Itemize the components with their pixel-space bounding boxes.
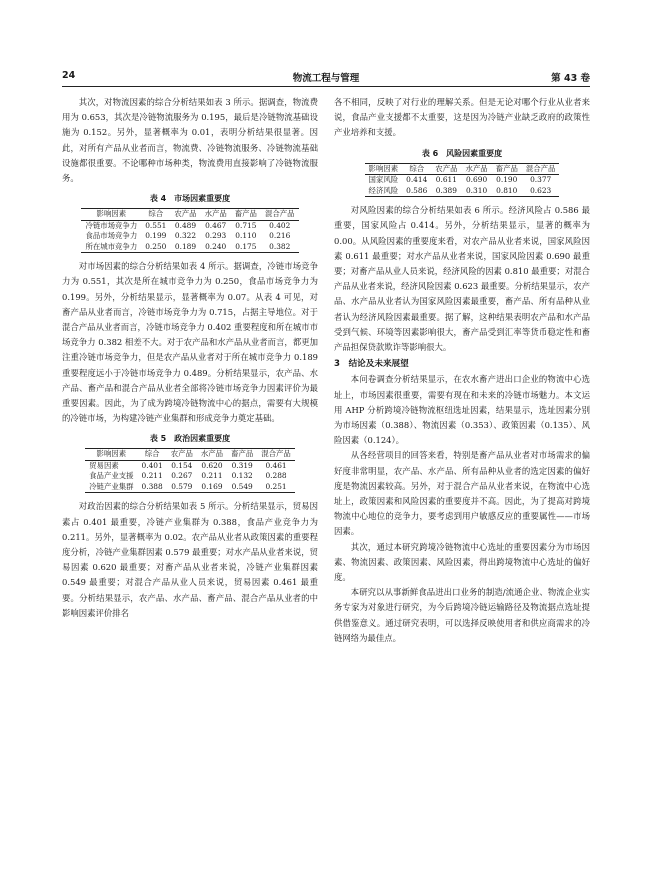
page-number: 24	[62, 70, 76, 81]
table-cell: 0.251	[257, 482, 295, 493]
table-cell: 0.322	[174, 231, 197, 241]
table-cell: 0.579	[167, 482, 197, 493]
table-cell: 0.377	[530, 175, 552, 185]
table-cell: 食品产业支援	[89, 471, 134, 481]
table-header-cell: 综合	[141, 209, 170, 221]
table-cell: 所在城市竞争力	[81, 242, 141, 253]
table-header-cell: 混合产品	[522, 163, 560, 175]
table-cell: 0.240	[201, 242, 231, 253]
table-cell: 0.690	[465, 175, 488, 185]
running-header	[62, 70, 590, 84]
table4-market-factors	[81, 208, 298, 253]
table-cell: 0.189	[170, 242, 200, 253]
table-cell: 0.810	[492, 186, 522, 197]
table-cell: 冷链产业集群	[85, 482, 137, 493]
table-cell: 0.267	[171, 471, 193, 481]
paragraph-policy-continued: 各不相同，反映了对行业的理解关系。但是无论对哪个行业从业者来说，食品产业支援都不太重要，这是因为冷链产业缺乏政府的政策性产业培养和支援。	[334, 97, 590, 138]
table-cell: 0.623	[522, 186, 560, 197]
table-row	[85, 482, 295, 493]
table-header-cell: 水产品	[461, 163, 491, 175]
table-header-cell: 综合	[402, 163, 431, 175]
table-cell: 0.110	[235, 231, 257, 241]
section-heading: 3 结论及未来展望	[334, 359, 409, 370]
table-header-cell: 农产品	[167, 449, 197, 461]
paragraph-conclusion-1: 本问卷调查分析结果显示，在农水畜产进出口企业的物流中心选址上，市场因素很重要，需要有现在和未来的冷链市场魅力。本文运用 AHP 分析跨境冷链物流枢纽选址因素，结果显示，选址因素分别为市场因素（0.388）、物流因素（0.353）、政策因素（0.135）、风险因素（0.124）。	[334, 374, 590, 446]
table-header-cell: 水产品	[197, 449, 227, 461]
table-cell: 0.467	[205, 220, 227, 230]
paragraph-conclusion-3: 其次，通过本研究跨境冷链物流中心选址的重要因素分为市场因素、物流因素、政策因素、风险因素，得出跨境物流中心选址的偏好度。	[334, 541, 590, 582]
table-cell: 0.715	[235, 220, 257, 230]
journal-name: 物流工程与管理	[292, 73, 360, 84]
table-cell: 0.551	[145, 220, 167, 230]
paragraph-logistics-analysis: 其次，对物流因素的综合分析结果如表 3 所示。据调查，物流费用为 0.653，其次是冷链物流服务为 0.195，最后是冷链物流基础设施为 0.152。另外，显著概率为 0.01，表明分析结果很显著。因此，对所有产品从业者而言，物流费、冷链物流服务、冷链物流基础设施都很重要。不论哪种市场种类，物流费用直接影响了冷链物流服务。	[62, 97, 318, 184]
table-cell: 0.389	[431, 186, 461, 197]
table-cell: 0.402	[269, 220, 291, 230]
table-cell: 国家风险	[368, 175, 399, 185]
table-cell: 0.175	[231, 242, 261, 253]
left-column	[62, 95, 318, 621]
table-cell: 0.211	[141, 471, 163, 481]
table-row	[365, 175, 560, 186]
table-cell: 0.154	[171, 460, 193, 470]
table6-caption: 表 6 风险因素重要度	[421, 148, 503, 158]
table-cell: 经济风险	[365, 186, 403, 197]
table-cell: 0.216	[269, 231, 291, 241]
table6-risk-factors	[365, 163, 560, 198]
table-cell: 0.549	[227, 482, 257, 493]
table-header-cell: 畜产品	[231, 209, 261, 221]
table-row	[81, 220, 298, 231]
table-cell: 0.586	[402, 186, 431, 197]
table-header-cell: 混合产品	[257, 449, 295, 461]
table-cell: 0.414	[406, 175, 428, 185]
table-header-cell: 影响因素	[365, 163, 403, 175]
table-cell: 0.611	[435, 175, 457, 185]
table-cell: 0.401	[141, 460, 163, 470]
paragraph-market-analysis: 对市场因素的综合分析结果如表 4 所示。据调查，冷链市场竞争力为 0.551，其次是所在城市竞争力为 0.250，食品市场竞争力为 0.199。另外，分析结果显示，显著概率为 0.07。从表 4 可见，对畜产品从业者而言，冷链市场竞争力为 0.715，占据主导地位。对于混合产品从业者而言，冷链市场竞争力 0.402 重要程度和所在城市市场竞争力 0.382 相差不大。对于农产品和水产品从业者而言，都更加注重冷链市场竞争力，但是农产品从业者对于所在城市竞争力 0.189 重要程度远小于冷链市场竞争力 0.489。分析结果显示，农产品、水产品、畜产品和混合产品从业者全部将冷链市场竞争力因素评价为最重要因素。因此，为了成为跨境冷链物流中心的据点，需要有大规模的冷链市场，为构建冷链产业集群和形成竞争力奠定基础。	[62, 261, 318, 424]
paragraph-risk-analysis: 对风险因素的综合分析结果如表 6 所示。经济风险占 0.586 最重要，国家风险占 0.414。另外，分析结果显示，显著的概率为 0.00。从风险因素的重要度来看，对农产品从业者来说，国家风险因素 0.611 最重要；对水产品从业者来说，国家风险因素 0.690 最重要；对畜产品从业人员来说，经济风险的因素 0.810 最重要；对混合产品从业者来说，经济风险因素 0.623 最重要。分析结果显示，农产品、水产品从业者认为国家风险因素最重要，畜产品、所有品种从业者认为经济风险因素最重要。据了解，这种结果表明农产品和水产品受到气候、环境等因素影响很大，畜产品受到汇率等货币稳定性和畜产品担保贷款欺诈等影响很大。	[334, 205, 590, 352]
table4-caption: 表 4 市场因素重要度	[149, 194, 231, 204]
table-row	[81, 242, 298, 253]
table-header-cell: 综合	[138, 449, 167, 461]
table-cell: 0.489	[174, 220, 197, 230]
right-column	[334, 95, 590, 646]
table-header-cell: 混合产品	[261, 209, 299, 221]
table-row	[365, 186, 560, 197]
paragraph-conclusion-4: 本研究以从事新鲜食品进出口业务的制造/流通企业、物流企业实务专家为对象进行研究，为今后跨境冷链运输路径及物流据点选址提供借鉴意义。通过研究表明，可以选择反映使用者和供应商需求的冷链网络为最佳点。	[334, 587, 590, 643]
volume-label: 第 43 卷	[551, 73, 590, 84]
table-cell: 0.169	[197, 482, 227, 493]
table5-policy-factors	[85, 448, 295, 493]
table-cell: 0.461	[265, 460, 287, 470]
table-cell: 0.190	[496, 175, 518, 185]
table-cell: 0.620	[201, 460, 223, 470]
header-rule	[62, 86, 590, 87]
table-cell: 0.310	[461, 186, 491, 197]
table-header-cell: 影响因素	[85, 449, 137, 461]
table-cell: 0.288	[265, 471, 287, 481]
table-header-cell: 畜产品	[227, 449, 257, 461]
table5-caption: 表 5 政治因素重要度	[149, 434, 231, 444]
table-row	[85, 471, 295, 482]
table-cell: 0.250	[141, 242, 170, 253]
table-cell: 贸易因素	[89, 460, 119, 470]
table-cell: 0.382	[261, 242, 299, 253]
table-cell: 0.319	[231, 460, 253, 470]
table-cell: 0.293	[205, 231, 227, 241]
table-header-cell: 农产品	[431, 163, 461, 175]
paragraph-conclusion-2: 从各经营项目的回答来看，特别是畜产品从业者对市场需求的偏好度非常明显，农产品、水产品、所有品种从业者的选定因素的偏好度是物流因素较高。另外，对于混合产品从业者来说，在物流中心选址上，政策因素和风险因素的重要度并不高。因此，为了提高对跨境物流中心地位的竞争力，要考虑到用户敏感反应的重要属性——市场因素。	[334, 450, 590, 537]
table-header-cell: 畜产品	[492, 163, 522, 175]
table-header-cell: 农产品	[170, 209, 200, 221]
table-cell: 0.211	[201, 471, 223, 481]
paragraph-policy-analysis: 对政治因素的综合分析结果如表 5 所示。分析结果显示，贸易因素占 0.401 最重要，冷链产业集群为 0.388，食品产业竞争力为 0.211。另外，显著概率为 0.02。农产品从业者从政策因素的重要程度分析，冷链产业集群因素 0.579 最重要；对水产品从业者来说，贸易因素 0.620 最重要；对畜产品从业者来说，冷链产业集群因素 0.549 最重要；对混合产品从业人员来说，贸易因素 0.461 最重要。分析结果显示，农产品、水产品、畜产品、混合产品从业者的中影响因素评价排名	[62, 501, 318, 618]
table-cell: 食品市场竞争力	[85, 231, 138, 241]
table-header-cell: 影响因素	[81, 209, 141, 221]
table-cell: 0.132	[231, 471, 253, 481]
table-header-cell: 水产品	[201, 209, 231, 221]
table-row	[85, 460, 295, 471]
table-row	[81, 231, 298, 242]
table-cell: 0.388	[138, 482, 167, 493]
table-cell: 0.199	[145, 231, 167, 241]
table-cell: 冷链市场竞争力	[85, 220, 138, 230]
